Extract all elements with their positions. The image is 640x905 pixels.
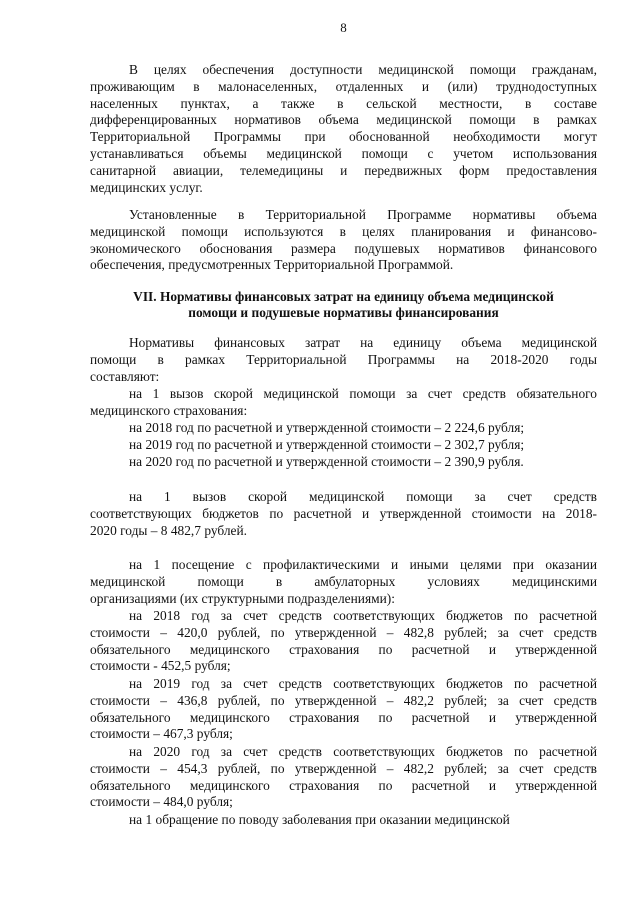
paragraph-visit-2018 bbox=[90, 608, 597, 675]
text-line: проживающим в малонаселенных, отдаленных и (или) труднодоступных bbox=[90, 78, 597, 94]
paragraph-visit-2020 bbox=[90, 744, 597, 811]
text-line: на 2020 год за счет средств соответствующих бюджетов по расчетной bbox=[129, 744, 597, 759]
text-line: устанавливаться объемы медицинской помощи с учетом использования bbox=[90, 145, 597, 161]
text-line: на 2019 год по расчетной и утвержденной стоимости – 2 302,7 рубля; bbox=[129, 437, 525, 452]
paragraph-ambulance-2018 bbox=[90, 420, 597, 437]
text-line: организациями (их структурными подразделениями): bbox=[90, 590, 395, 606]
text-line: на 2018 год за счет средств соответствующих бюджетов по расчетной bbox=[129, 608, 597, 623]
paragraph-cost-norms-intro bbox=[90, 335, 597, 385]
text-line: Территориальной Программы при обоснованной необходимости могут bbox=[90, 129, 597, 145]
text-line: Установленные в Территориальной Программе нормативы объема bbox=[129, 207, 597, 222]
text-line: экономического обоснования размера подушевых нормативов финансового bbox=[90, 240, 597, 256]
text-line: дифференцированных нормативов объема медицинской помощи в рамках bbox=[90, 112, 597, 128]
text-line: стоимости – 467,3 рубля; bbox=[90, 726, 233, 742]
text-line: санитарной авиации, телемедицины и передвижных форм предоставления bbox=[90, 162, 597, 178]
text-line: соответствующих бюджетов по расчетной и утвержденной стоимости на 2018- bbox=[90, 505, 597, 521]
text-line: на 1 обращение по поводу заболевания при оказании медицинской bbox=[129, 812, 510, 827]
text-line: составляют: bbox=[90, 368, 160, 384]
text-line: медицинских услуг. bbox=[90, 179, 203, 195]
text-line: медицинского страхования: bbox=[90, 402, 248, 418]
text-line: обязательного медицинского страхования по расчетной и утвержденной bbox=[90, 641, 597, 657]
text-line: Нормативы финансовых затрат на единицу объема медицинской bbox=[129, 335, 597, 350]
text-line: медицинской помощи используются в целях планирования и финансово- bbox=[90, 223, 597, 239]
paragraph-norms-usage bbox=[90, 207, 597, 274]
paragraph-accessibility bbox=[90, 62, 597, 196]
text-line: на 2018 год по расчетной и утвержденной стоимости – 2 224,6 рубля; bbox=[129, 420, 525, 435]
paragraph-ambulance-2020 bbox=[90, 454, 597, 471]
text-line: стоимости – 454,3 рублей, по утвержденной – 482,2 рублей; за счет средств bbox=[90, 760, 597, 776]
text-line: на 2019 год за счет средств соответствующих бюджетов по расчетной bbox=[129, 676, 597, 691]
text-line: на 1 вызов скорой медицинской помощи за счет средств обязательного bbox=[129, 386, 597, 401]
paragraph-ambulance-budget bbox=[90, 489, 597, 539]
text-line: на 1 вызов скорой медицинской помощи за счет средств bbox=[129, 489, 597, 504]
paragraph-visit-intro bbox=[90, 557, 597, 607]
text-line: обязательного медицинского страхования по расчетной и утвержденной bbox=[90, 777, 597, 793]
section-heading bbox=[90, 289, 597, 320]
text-line: стоимости – 420,0 рублей, по утвержденной – 482,8 рублей; за счет средств bbox=[90, 624, 597, 640]
text-line: на 2020 год по расчетной и утвержденной стоимости – 2 390,9 рубля. bbox=[129, 454, 524, 469]
paragraph-ambulance-2019 bbox=[90, 437, 597, 454]
paragraph-ambulance-oms bbox=[90, 386, 597, 420]
text-line: стоимости - 452,5 рубля; bbox=[90, 658, 231, 674]
text-line: населенных пунктах, а также в сельской местности, в составе bbox=[90, 95, 597, 111]
text-line: стоимости – 484,0 рубля; bbox=[90, 794, 233, 810]
paragraph-appeal-intro bbox=[90, 812, 597, 829]
page-number: 8 bbox=[340, 20, 347, 35]
text-line: на 1 посещение с профилактическими и иными целями при оказании bbox=[129, 557, 597, 572]
text-line: обязательного медицинского страхования по расчетной и утвержденной bbox=[90, 709, 597, 725]
text-line: 2020 годы – 8 482,7 рублей. bbox=[90, 522, 247, 538]
text-line: В целях обеспечения доступности медицинской помощи гражданам, bbox=[129, 62, 597, 77]
text-line: медицинской помощи в амбулаторных условиях медицинскими bbox=[90, 573, 597, 589]
text-line: обеспечения, предусмотренных Территориальной Программой. bbox=[90, 257, 454, 273]
text-line: помощи в рамках Территориальной Программы на 2018-2020 годы bbox=[90, 351, 597, 367]
section-heading-line-2: помощи и подушевые нормативы финансирования bbox=[188, 304, 499, 320]
section-heading-line-1: VII. Нормативы финансовых затрат на единицу объема медицинской bbox=[133, 289, 554, 304]
paragraph-visit-2019 bbox=[90, 676, 597, 743]
text-line: стоимости – 436,8 рублей, по утвержденной – 482,2 рублей; за счет средств bbox=[90, 692, 597, 708]
